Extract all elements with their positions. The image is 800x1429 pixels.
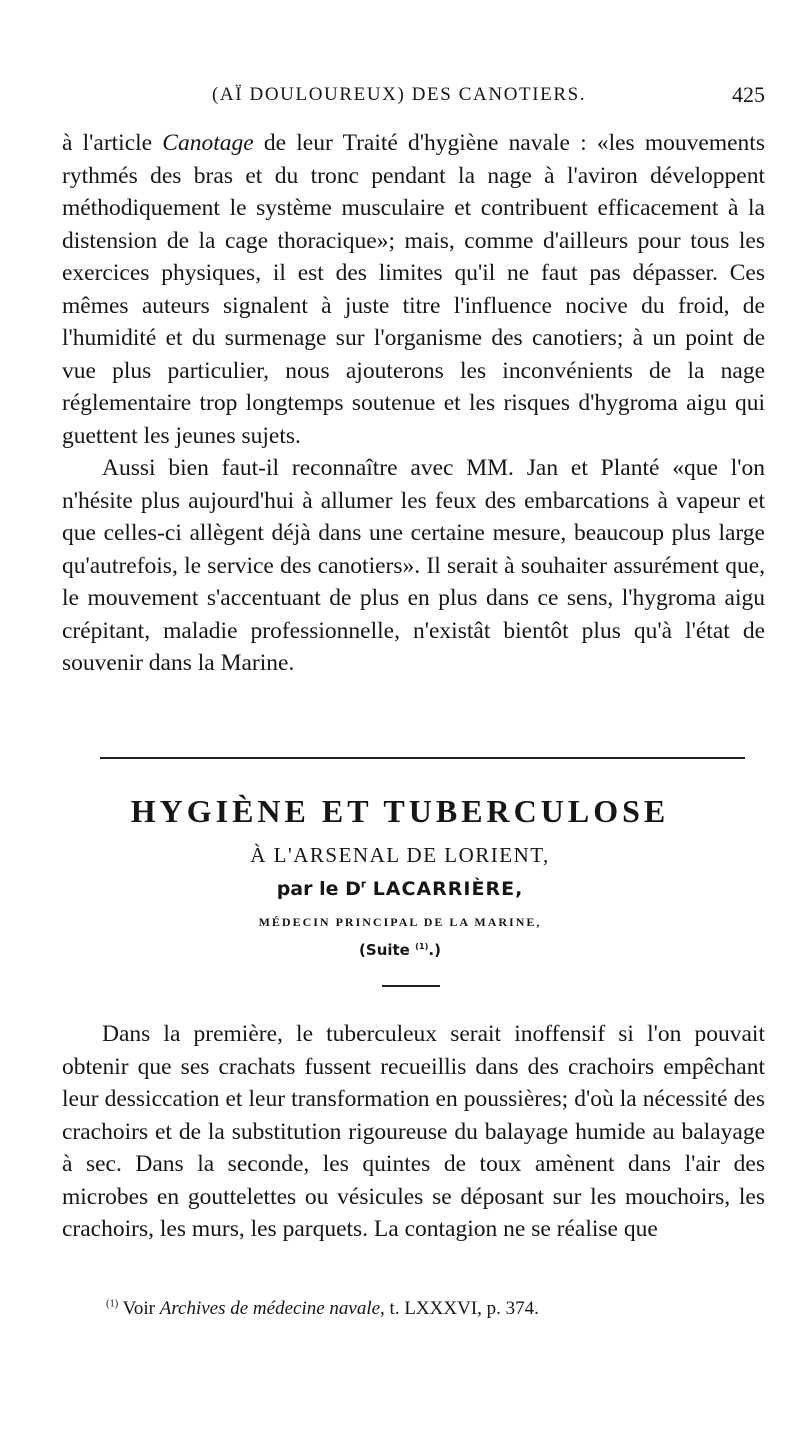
suite-text: (Suite — [359, 941, 410, 959]
article-title: HYGIÈNE ET TUBERCULOSE — [130, 793, 670, 829]
paragraph-aussi-bien: Aussi bien faut-il reconnaître avec MM. Jan et Planté «que l'on n'hésite plus aujourd'hui à allumer les feux des embarcations à vapeur et que celles-ci allègent déjà dans une certaine mesure, beaucoup plus large qu'autrefois, le service des canotiers». Il serait à souhaiter assurément que, le mouvement s'accentuant de plus en plus dans ce sens, l'hygroma aigu crépitant, maladie professionnelle, n'existât bientôt plus qu'à l'état de souvenir dans la Marine. — [62, 455, 765, 676]
body-text-section-2 — [62, 1018, 765, 1246]
byline-prefix: par le D — [276, 878, 361, 900]
suite-close: .) — [428, 941, 441, 959]
footnote-prefix: Voir — [118, 1298, 160, 1319]
paragraph-canotage — [62, 127, 765, 452]
paragraph-text: à l'article — [62, 130, 163, 156]
author-byline — [0, 878, 800, 900]
author-name: LACARRIÈRE, — [372, 878, 524, 900]
running-head: (AÏ DOULOUREUX) DES CANOTIERS. — [212, 84, 587, 105]
section-divider — [100, 757, 745, 759]
emphasis-canotage: Canotage — [162, 130, 254, 156]
paragraph-tuberculeux: Dans la première, le tuberculeux serait inoffensif si l'on pouvait obtenir que ses crachats fussent recueillis dans des crachoirs empêchant leur dessiccation et leur transformation en poussières; d'où la nécessité des crachoirs et de la substitution rigoureuse du balayage humide au balayage à sec. Dans la seconde, les quintes de toux amènent dans l'air des microbes en gouttelettes ou vésicules se déposant sur les mouchoirs, les crachoirs, les murs, les parquets. La contagion ne se réalise que — [62, 1021, 765, 1242]
author-affiliation: MÉDECIN PRINCIPAL DE LA MARINE, — [258, 915, 542, 929]
article-subtitle: À L'ARSENAL DE LORIENT, — [250, 843, 550, 867]
footnote-journal: Archives de médecine navale — [159, 1298, 381, 1319]
footnote-ref: (1) — [415, 941, 429, 951]
suite-note — [0, 941, 800, 959]
title-divider — [382, 985, 440, 987]
body-text-section-1 — [62, 127, 765, 680]
footnote-suffix: , t. LXXXVI, p. 374. — [380, 1298, 539, 1319]
byline-superscript: r — [360, 878, 367, 891]
footnote-marker: (1) — [106, 1298, 119, 1310]
page-number: 425 — [732, 82, 765, 107]
paragraph-text: de leur Traité d'hygiène navale : «les mouvements rythmés des bras et du tronc pendant la nage à l'aviron développent méthodiquement le système musculaire et contribuent efficacement à la distension de la cage thoracique»; mais, comme d'ailleurs pour tous les exercices physiques, il est des limites qu'il ne faut pas dépasser. Ces mêmes auteurs signalent à juste titre l'influence nocive du froid, de l'humidité et du surmenage sur l'organisme des canotiers; à un point de vue plus particulier, nous ajouterons les inconvénients de la nage réglementaire trop longtemps soutenue et les risques d'hygroma aigu qui guettent les jeunes sujets. — [62, 130, 765, 449]
page-header — [62, 78, 765, 114]
footnote — [106, 1298, 539, 1320]
